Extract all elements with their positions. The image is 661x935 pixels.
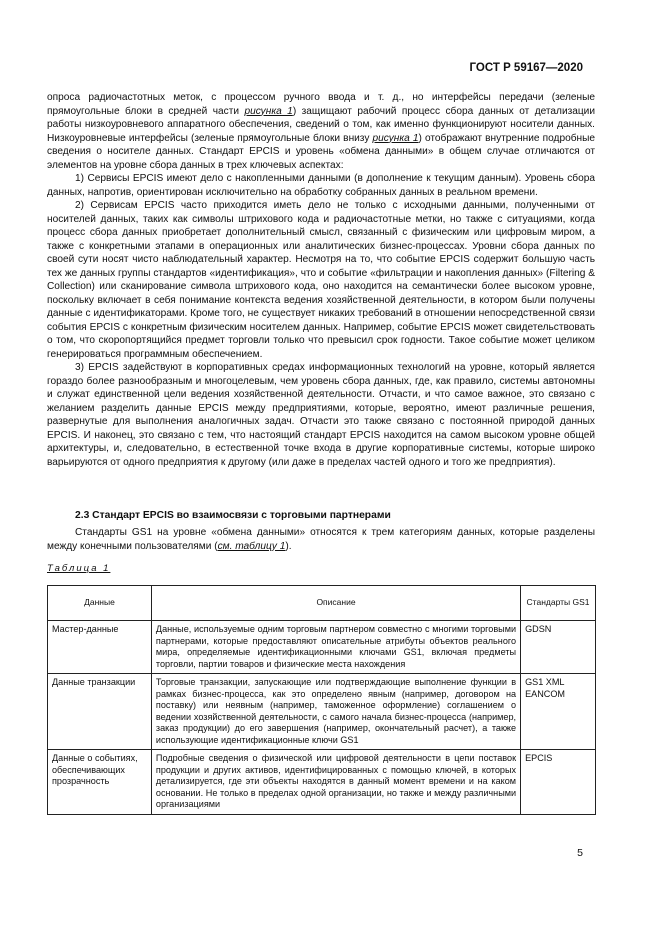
table-row bbox=[48, 621, 596, 674]
cell-data: Данные транзакции bbox=[48, 674, 152, 750]
cell-description: Подробные сведения о физической или цифровой деятельности в цепи поставок продукции и других активов, идентифицированных с помощью ключей, в которых детализируется, где эти объекты находятся в данный момент времени и на каком основании. Не только в пределах одной организации, но также и между различными организациями bbox=[151, 750, 520, 815]
main-text bbox=[47, 91, 595, 469]
cell-standards: GS1 XML EANCOM bbox=[521, 674, 596, 750]
table-header-row bbox=[48, 586, 596, 621]
table-reference-link[interactable]: см. таблицу 1 bbox=[217, 540, 286, 552]
list-item-1: 1) Сервисы EPCIS имеют дело с накопленными данными (в дополнение к текущим данным). Уровень сбора данных, напротив, ориентирован исключительно на обработку собранных данных в реальном времени. bbox=[47, 173, 595, 198]
paragraph-text: Стандарты GS1 на уровне «обмена данными» относятся к трем категориям данных, которые разделены между конечными пользователями ( bbox=[47, 527, 595, 552]
section-paragraph bbox=[47, 526, 595, 553]
section-heading: 2.3 Стандарт EPCIS во взаимосвязи с торговыми партнерами bbox=[75, 510, 391, 521]
paragraph-text: ) отображают внутренние подробные сведения о носителе данных. Стандарт EPCIS и уровень «обмена данными» в общем случае отличаются от элементов на уровне сбора данных в трех ключевых аспектах: bbox=[47, 132, 596, 171]
header-description: Описание bbox=[151, 586, 520, 621]
cell-description: Данные, используемые одним торговым партнером совместно с многими торговыми партнерами, которые предоставляют описательные атрибуты объектов реального мира, определяемые идентификационными ключами GS1, включая предметы торговли, партии товаров и физические места нахождения bbox=[151, 621, 520, 674]
header-data: Данные bbox=[48, 586, 152, 621]
page-number: 5 bbox=[577, 847, 583, 859]
cell-standards: EPCIS bbox=[521, 750, 596, 815]
document-code: ГОСТ Р 59167—2020 bbox=[469, 62, 583, 74]
figure-reference-link[interactable]: рисунка 1 bbox=[372, 132, 419, 144]
table-row bbox=[48, 750, 596, 815]
cell-standards: GDSN bbox=[521, 621, 596, 674]
paragraph-text: ). bbox=[285, 540, 292, 552]
paragraph-text: ) защищают рабочий процесс сбора данных от детализации работы низкоуровневого аппаратного обеспечения, сведений о том, как именно функционируют носители данных. Низкоуровневые интерфейсы (зеленые прямоугольные блоки внизу bbox=[47, 105, 595, 144]
table-caption: Таблица 1 bbox=[47, 563, 111, 574]
list-item-2: 2) Сервисам EPCIS часто приходится иметь дело не только с исходными данными, полученными от носителей данных, таких как символы штрихового кода и радиочастотные метки, но также с ситуациями, когда процесс сбора данных приобретает дополнительный смысл, связанный с физическим или цифровым миром, а также с конкретными этапами в операционных или аналитических бизнес-процессах. Уровни сбора данных по своей сути носят чисто наблюдательный характер. Несмотря на то, что событие EPCIS содержит большую часть тех же данных группы стандартов «идентификация», что и событие «фильтрации и накопления данных» (Filtering & Collection) или сканирование символа штрихового кода, оно находится на семантически более высоком уровне, поскольку включает в себя понимание контекста ведения хозяйственной деятельности, в котором были получены данные с идентификаторами. Кроме того, не существует никаких требований в отношении непосредственной связи события EPCIS с конкретным физическим носителем данных. Например, событие EPCIS может свидетельствовать о том, что скоропортящийся предмет торговли только что превысил срок годности. Такое событие может целиком генерироваться программным обеспечением. bbox=[47, 200, 595, 360]
figure-reference-link[interactable]: рисунка 1 bbox=[244, 105, 293, 117]
cell-description: Торговые транзакции, запускающие или подтверждающие выполнение функции в рамках бизнес-процесса, как это определено явным (например, договором на поставку) или неявным (например, таможенное оформление) соглашением о ведении хозяйственной деятельности, с самого начала бизнес-процесса (например, заказ продукции) до его завершения (например, окончательный расчет), а также использующие идентификационные ключи GS1 bbox=[151, 674, 520, 750]
gs1-standards-table bbox=[47, 585, 596, 815]
paragraph-text: опроса радиочастотных меток, с процессом ручного ввода и т. д., но интерфейсы передачи (зеленые прямоугольные блоки в средней части bbox=[47, 92, 595, 117]
paragraph-continuation bbox=[47, 91, 595, 172]
cell-data: Мастер-данные bbox=[48, 621, 152, 674]
header-standards: Стандарты GS1 bbox=[521, 586, 596, 621]
cell-data: Данные о событиях, обеспечивающих прозрачность bbox=[48, 750, 152, 815]
table-row bbox=[48, 674, 596, 750]
list-item-3: 3) EPCIS задействуют в корпоративных средах информационных технологий на уровне, который является гораздо более разнообразным и многоцелевым, чем уровень сбора данных, где, как правило, системы автономны и служат единственной цели ведения хозяйственной деятельности. Отчасти, и что самое важное, это связано с желанием разделить данные EPCIS между предприятиями, которые, вероятно, имеют различные решения, развернутые для выполнения аналогичных задач. Отчасти это также связано с постоянной природой данных EPCIS. И наконец, это связано с тем, что настоящий стандарт EPCIS находится на самом высоком уровне общей архитектуры, и, следовательно, в естественной точке входа в другие корпоративные системы, которые широко варьируются от одного предприятия к другому (или даже в пределах частей одного и того же предприятия). bbox=[47, 362, 595, 468]
